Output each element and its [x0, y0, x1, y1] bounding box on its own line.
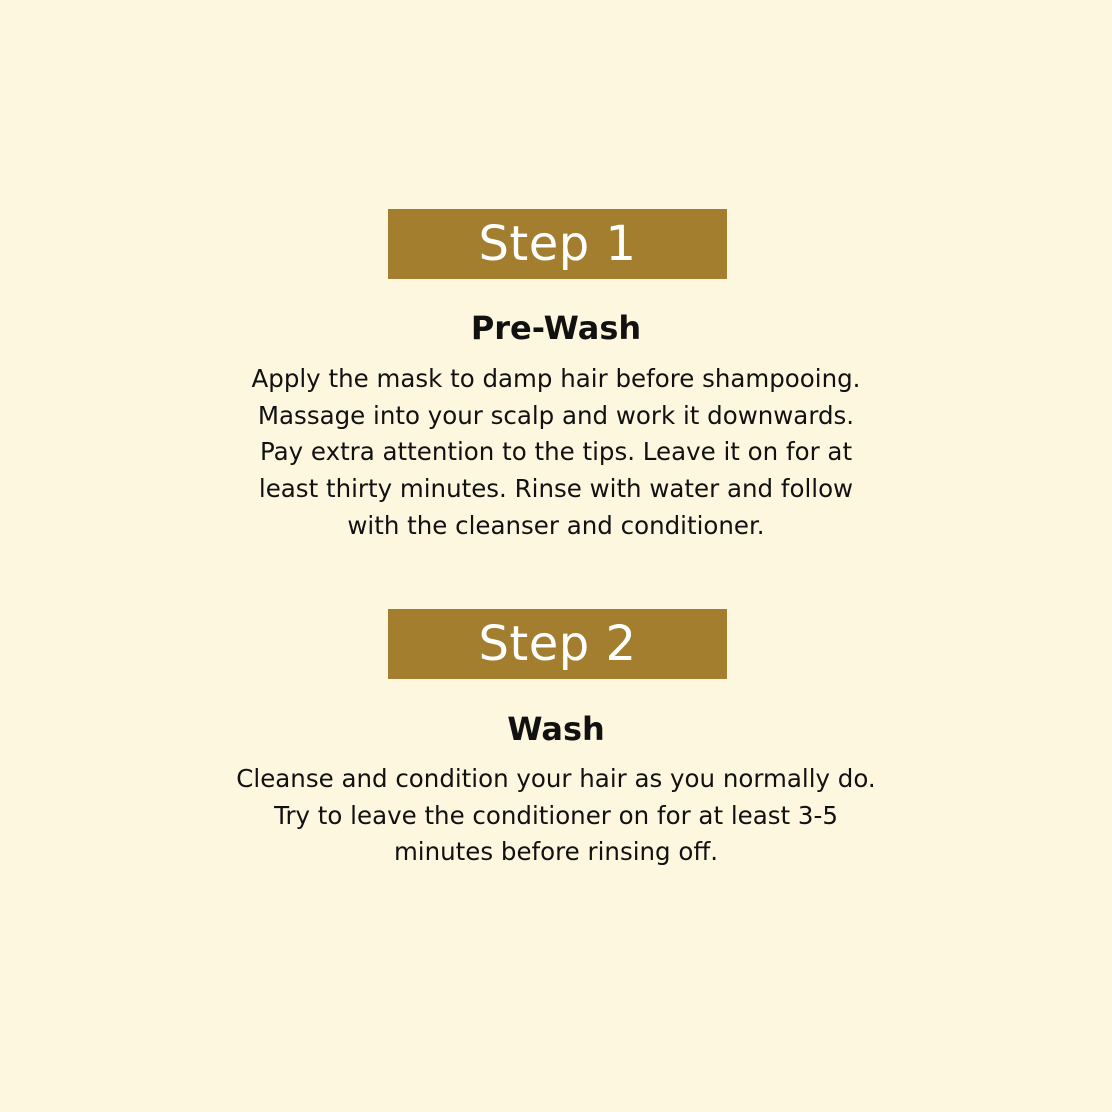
- step-1-line: Apply the mask to damp hair before shampooing.: [251, 364, 861, 393]
- step-1-line: Pay extra attention to the tips. Leave it on for at: [259, 437, 853, 467]
- step-1-line: with the cleanser and conditioner.: [347, 510, 765, 540]
- step-1-title: Pre-Wash: [470, 309, 642, 347]
- step-1-badge: Step 1: [388, 209, 727, 279]
- step-2-line: minutes before rinsing off.: [393, 837, 719, 867]
- step-2-line: Try to leave the conditioner on for at least 3-5: [274, 800, 838, 830]
- step-2-badge: Step 2: [388, 609, 727, 679]
- step-1-line: Massage into your scalp and work it downwards.: [257, 400, 855, 430]
- step-2-title: Wash: [507, 710, 605, 748]
- step-2-description: [156, 761, 956, 871]
- step-1-description: [156, 361, 956, 545]
- step-1-line: least thirty minutes. Rinse with water and follow: [258, 474, 854, 504]
- step-2-line: Cleanse and condition your hair as you normally do.: [236, 764, 876, 793]
